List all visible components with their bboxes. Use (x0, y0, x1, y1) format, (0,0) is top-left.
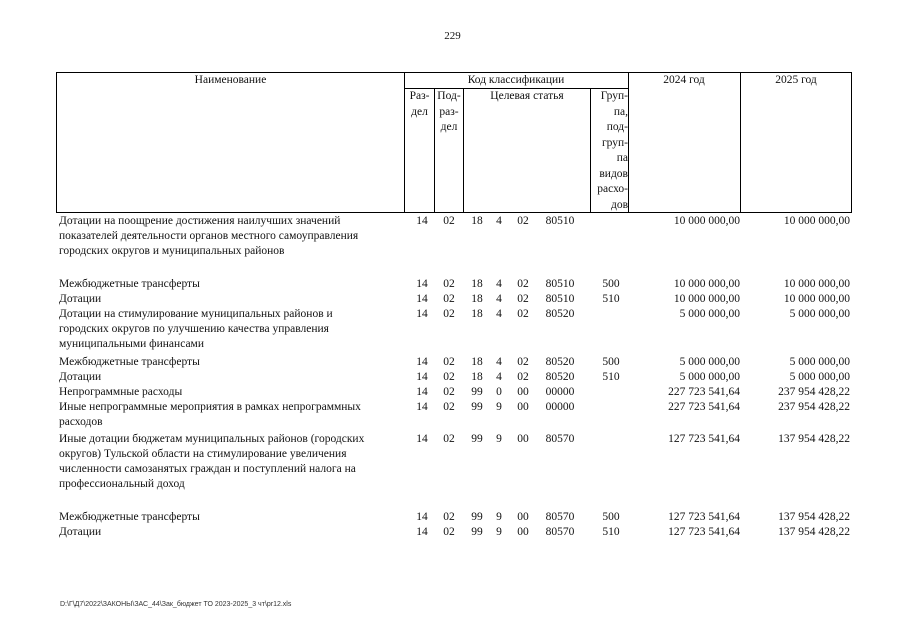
target-program-cell: 18 (471, 293, 483, 305)
target-direction-cell: 80570 (545, 526, 575, 538)
expense-type-cell: 510 (602, 293, 620, 305)
header-razdel (405, 89, 434, 120)
target-event-cell: 00 (517, 511, 529, 523)
target-event-cell: 02 (517, 215, 529, 227)
target-direction-cell: 80520 (545, 308, 575, 320)
target-direction-cell: 80570 (545, 511, 575, 523)
row-name-line: муниципальными финансами (59, 338, 204, 350)
target-event-cell: 02 (517, 278, 529, 290)
amount-2025-cell: 5 000 000,00 (789, 356, 850, 368)
target-subprogram-cell: 4 (496, 215, 502, 227)
target-subprogram-cell: 9 (496, 433, 502, 445)
amount-2025-cell: 137 954 428,22 (778, 511, 850, 523)
razdel-cell: 14 (416, 215, 428, 227)
target-subprogram-cell: 4 (496, 293, 502, 305)
row-name (59, 307, 399, 352)
target-program-cell: 18 (471, 356, 483, 368)
row-name-line: расходов (59, 416, 103, 428)
target-event-cell: 02 (517, 371, 529, 383)
amount-2025-cell: 137 954 428,22 (778, 526, 850, 538)
podrazdel-cell: 02 (443, 433, 455, 445)
podrazdel-cell: 02 (443, 511, 455, 523)
razdel-cell: 14 (416, 308, 428, 320)
amount-2025-cell: 10 000 000,00 (783, 215, 850, 227)
amount-2024-cell: 127 723 541,64 (668, 526, 740, 538)
razdel-cell: 14 (416, 278, 428, 290)
target-subprogram-cell: 4 (496, 371, 502, 383)
amount-2024-cell: 227 723 541,64 (668, 386, 740, 398)
target-event-cell: 00 (517, 401, 529, 413)
row-name (59, 400, 399, 430)
target-program-cell: 99 (471, 401, 483, 413)
target-subprogram-cell: 9 (496, 511, 502, 523)
amount-2025-cell: 10 000 000,00 (783, 278, 850, 290)
target-direction-cell: 00000 (545, 386, 575, 398)
podrazdel-cell: 02 (443, 293, 455, 305)
row-name (59, 370, 399, 385)
row-name (59, 355, 399, 370)
header-year-2025: 2025 год (775, 74, 817, 86)
expense-type-cell: 500 (602, 278, 620, 290)
header-name: Наименование (194, 74, 267, 86)
amount-2025-cell: 237 954 428,22 (778, 401, 850, 413)
row-name-line: Иные дотации бюджетам муниципальных районов (городских (59, 433, 365, 445)
razdel-cell: 14 (416, 401, 428, 413)
razdel-cell: 14 (416, 386, 428, 398)
header-target: Целевая статья (490, 90, 564, 102)
header-podrazdel-line: раз- (439, 105, 459, 118)
podrazdel-cell: 02 (443, 278, 455, 290)
target-event-cell: 02 (517, 356, 529, 368)
target-event-cell: 02 (517, 293, 529, 305)
podrazdel-cell: 02 (443, 526, 455, 538)
target-direction-cell: 80520 (545, 356, 575, 368)
row-name-line: Дотации (59, 293, 102, 305)
razdel-cell: 14 (416, 371, 428, 383)
amount-2025-cell: 5 000 000,00 (789, 308, 850, 320)
divider (740, 73, 741, 212)
header-group-line: расхо- (597, 183, 628, 195)
file-path: D:\Г\Д7\2022\ЗАКОНЫ\ЗАС_44\Зак_бюджет ТО 2023-2025_3 чт\pr12.xls (60, 601, 292, 608)
page-number: 229 (444, 30, 461, 42)
header-podrazdel-line: дел (440, 121, 458, 133)
podrazdel-cell: 02 (443, 356, 455, 368)
row-name (59, 292, 399, 307)
amount-2024-cell: 127 723 541,64 (668, 433, 740, 445)
row-name-line: Дотации на поощрение достижения наилучших значений (59, 215, 341, 227)
razdel-cell: 14 (416, 526, 428, 538)
header-group-line: груп- (601, 136, 628, 149)
target-event-cell: 00 (517, 433, 529, 445)
amount-2025-cell: 10 000 000,00 (783, 293, 850, 305)
expense-type-cell: 510 (602, 371, 620, 383)
row-name-line: городских округов по улучшению качества управления (59, 323, 329, 335)
row-name-line: Дотации (59, 371, 102, 383)
expense-type-cell: 510 (602, 526, 620, 538)
expense-type-cell: 500 (602, 511, 620, 523)
target-direction-cell: 80570 (545, 433, 575, 445)
target-event-cell: 00 (517, 386, 529, 398)
row-name (59, 510, 399, 525)
podrazdel-cell: 02 (443, 371, 455, 383)
razdel-cell: 14 (416, 511, 428, 523)
row-name-line: городских округов и муниципальных районов (59, 245, 285, 257)
target-event-cell: 02 (517, 308, 529, 320)
razdel-cell: 14 (416, 293, 428, 305)
target-program-cell: 18 (471, 278, 483, 290)
podrazdel-cell: 02 (443, 215, 455, 227)
row-name (59, 525, 399, 540)
table-header (56, 72, 852, 213)
row-name (59, 432, 399, 492)
row-name (59, 277, 399, 292)
header-group-line: Груп- (600, 90, 628, 102)
target-program-cell: 99 (471, 511, 483, 523)
target-program-cell: 18 (471, 371, 483, 383)
row-name-line: Дотации (59, 526, 102, 538)
podrazdel-cell: 02 (443, 386, 455, 398)
target-subprogram-cell: 4 (496, 278, 502, 290)
row-name-line: Межбюджетные трансферты (59, 511, 200, 523)
podrazdel-cell: 02 (443, 308, 455, 320)
target-program-cell: 99 (471, 386, 483, 398)
row-name-line: Межбюджетные трансферты (59, 278, 200, 290)
target-subprogram-cell: 0 (496, 386, 502, 398)
amount-2024-cell: 127 723 541,64 (668, 511, 740, 523)
header-group (591, 89, 628, 213)
amount-2025-cell: 5 000 000,00 (789, 371, 850, 383)
header-code: Код классификации (467, 74, 565, 86)
header-group-line: па, (613, 105, 628, 118)
target-direction-cell: 80510 (545, 215, 575, 227)
row-name-line: профессиональный доход (59, 478, 185, 490)
row-name-line: округов) Тульской области на стимулирование увеличения (59, 448, 347, 460)
amount-2025-cell: 237 954 428,22 (778, 386, 850, 398)
header-group-line: видов (599, 167, 628, 180)
target-direction-cell: 00000 (545, 401, 575, 413)
target-program-cell: 99 (471, 433, 483, 445)
row-name (59, 385, 399, 400)
divider (463, 88, 464, 212)
row-name-line: показателей деятельности органов местного самоуправления (59, 230, 359, 242)
header-podrazdel (435, 89, 463, 136)
target-program-cell: 18 (471, 215, 483, 227)
target-subprogram-cell: 4 (496, 308, 502, 320)
target-subprogram-cell: 9 (496, 526, 502, 538)
header-podrazdel-line: Под- (437, 90, 461, 102)
row-name-line: Иные непрограммные мероприятия в рамках непрограммных (59, 401, 361, 413)
target-direction-cell: 80510 (545, 278, 575, 290)
divider (628, 73, 629, 212)
target-event-cell: 00 (517, 526, 529, 538)
row-name-line: Дотации на стимулирование муниципальных районов и (59, 308, 333, 320)
razdel-cell: 14 (416, 356, 428, 368)
header-year-2024: 2024 год (663, 74, 705, 86)
amount-2024-cell: 227 723 541,64 (668, 401, 740, 413)
target-subprogram-cell: 4 (496, 356, 502, 368)
target-subprogram-cell: 9 (496, 401, 502, 413)
target-direction-cell: 80520 (545, 371, 575, 383)
row-name-line: Межбюджетные трансферты (59, 356, 200, 368)
amount-2024-cell: 5 000 000,00 (679, 371, 740, 383)
row-name (59, 214, 399, 259)
amount-2024-cell: 10 000 000,00 (673, 278, 740, 290)
target-program-cell: 99 (471, 526, 483, 538)
podrazdel-cell: 02 (443, 401, 455, 413)
amount-2025-cell: 137 954 428,22 (778, 433, 850, 445)
header-group-line: па (616, 152, 628, 164)
expense-type-cell: 500 (602, 356, 620, 368)
header-razdel-line: Раз- (409, 90, 430, 102)
header-razdel-line: дел (411, 105, 428, 118)
amount-2024-cell: 10 000 000,00 (673, 215, 740, 227)
amount-2024-cell: 5 000 000,00 (679, 308, 740, 320)
amount-2024-cell: 5 000 000,00 (679, 356, 740, 368)
header-group-line: под- (606, 121, 628, 133)
target-direction-cell: 80510 (545, 293, 575, 305)
row-name-line: Непрограммные расходы (59, 386, 183, 398)
target-program-cell: 18 (471, 308, 483, 320)
row-name-line: численности самозанятых граждан и поступлений налога на (59, 463, 356, 475)
header-group-line: дов (610, 198, 628, 211)
amount-2024-cell: 10 000 000,00 (673, 293, 740, 305)
razdel-cell: 14 (416, 433, 428, 445)
